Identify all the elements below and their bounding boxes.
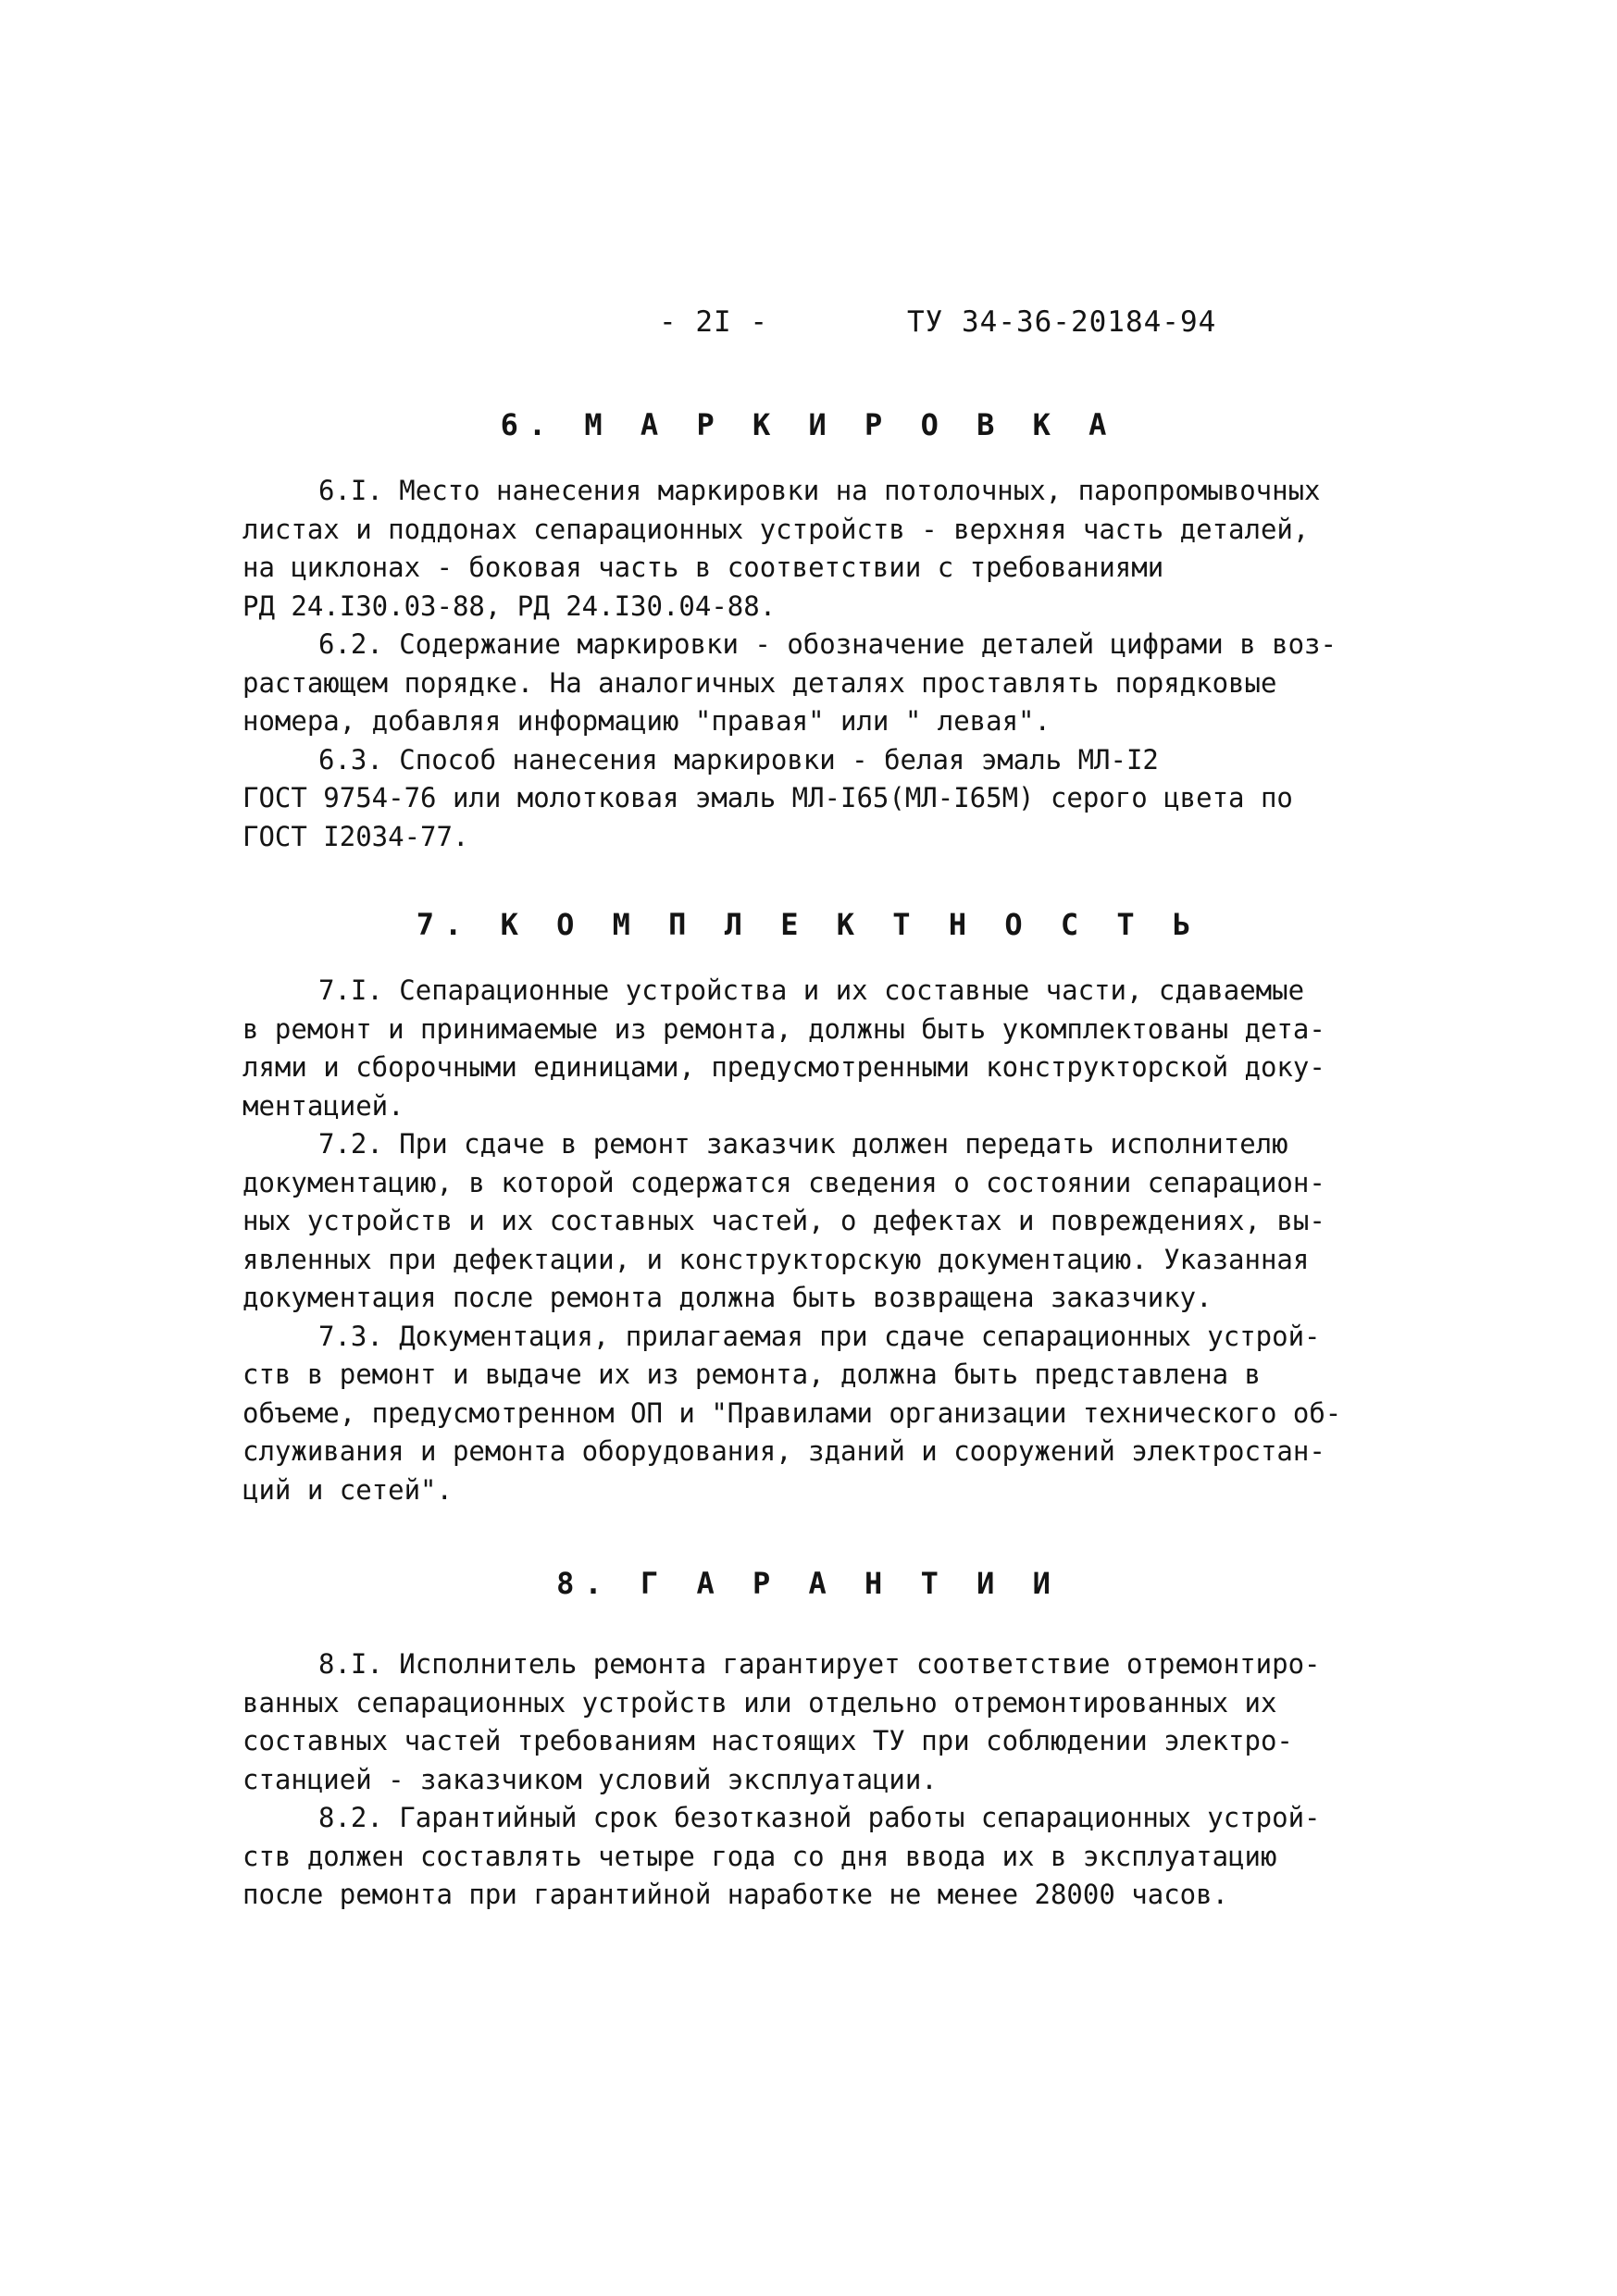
paragraph-7-1: 7.I. Сепарационные устройства и их составные части, сдаваемые	[318, 974, 1305, 1006]
paragraph-6-1: 6.I. Место нанесения маркировки на потолочных, паропромывочных	[318, 475, 1321, 506]
text-line: объеме, предусмотренном ОП и "Правилами организации технического об-	[243, 1396, 1342, 1429]
text-line: составных частей требованиям настоящих ТУ при соблюдении электро-	[243, 1725, 1293, 1756]
paragraph-6-3: 6.3. Способ нанесения маркировки - белая эмаль МЛ-I2	[318, 743, 1159, 776]
text-line: явленных при дефектации, и конструкторскую документацию. Указанная	[243, 1243, 1310, 1275]
paragraph-8-1: 8.I. Исполнитель ремонта гарантирует соответствие отремонтиро-	[318, 1648, 1321, 1680]
text-line: ванных сепарационных устройств или отдельно отремонтированных их	[243, 1686, 1277, 1719]
paragraph-7-2: 7.2. При сдаче в ремонт заказчик должен передать исполнителю	[318, 1128, 1288, 1160]
page-number: - 2I -	[659, 305, 768, 339]
text-line: в ремонт и принимаемые из ремонта, должны быть укомплектованы дета-	[243, 1012, 1325, 1045]
section-title-marking: 6. М А Р К И Р О В К А	[500, 407, 1117, 442]
text-line: служивания и ремонта оборудования, зданий и сооружений электростан-	[243, 1435, 1325, 1467]
paragraph-7-3: 7.3. Документация, прилагаемая при сдаче сепарационных устрой-	[318, 1320, 1321, 1352]
section-title-completeness: 7. К О М П Л Е К Т Н О С Т Ь	[416, 907, 1201, 942]
section-body-completeness	[243, 972, 1381, 1509]
text-line: ГОСТ I2034-77.	[243, 820, 469, 852]
text-line: после ремонта при гарантийной наработке не менее 28000 часов.	[243, 1879, 1229, 1910]
page-header	[0, 305, 1617, 352]
text-line: на циклонах - боковая часть в соответствии с требованиями	[243, 552, 1164, 583]
text-line: ций и сетей".	[243, 1473, 453, 1506]
text-line: ментацией.	[243, 1089, 404, 1122]
section-body-guarantees	[243, 1645, 1381, 1915]
text-line: растающем порядке. На аналогичных деталях проставлять порядковые	[243, 666, 1277, 699]
document-code: ТУ 34-36-20184-94	[907, 305, 1217, 339]
text-line: документацию, в которой содержатся сведения о состоянии сепарацион-	[243, 1166, 1325, 1198]
text-line: ств должен составлять четыре года со дня ввода их в эксплуатацию	[243, 1840, 1277, 1872]
text-line: ств в ремонт и выдаче их из ремонта, должна быть представлена в	[243, 1359, 1261, 1390]
text-line: листах и поддонах сепарационных устройств - верхняя часть деталей,	[243, 513, 1310, 545]
text-line: ных устройств и их составных частей, о дефектах и повреждениях, вы-	[243, 1205, 1325, 1236]
text-line: номера, добавляя информацию "правая" или " левая".	[243, 705, 1051, 737]
paragraph-8-2: 8.2. Гарантийный срок безотказной работы сепарационных устрой-	[318, 1802, 1321, 1833]
text-line: документация после ремонта должна быть возвращена заказчику.	[243, 1282, 1213, 1313]
paragraph-6-2: 6.2. Содержание маркировки - обозначение деталей цифрами в воз-	[318, 628, 1337, 660]
section-body-marking	[243, 472, 1381, 856]
text-line: станцией - заказчиком условий эксплуатации.	[243, 1763, 938, 1795]
text-line: лями и сборочными единицами, предусмотренными конструкторской доку-	[243, 1051, 1325, 1083]
section-title-guarantees: 8. Г А Р А Н Т И И	[556, 1566, 1061, 1601]
text-line: РД 24.I30.03-88, РД 24.I30.04-88.	[243, 590, 777, 622]
text-line: ГОСТ 9754-76 или молотковая эмаль МЛ-I65(МЛ-I65М) серого цвета по	[243, 782, 1293, 813]
